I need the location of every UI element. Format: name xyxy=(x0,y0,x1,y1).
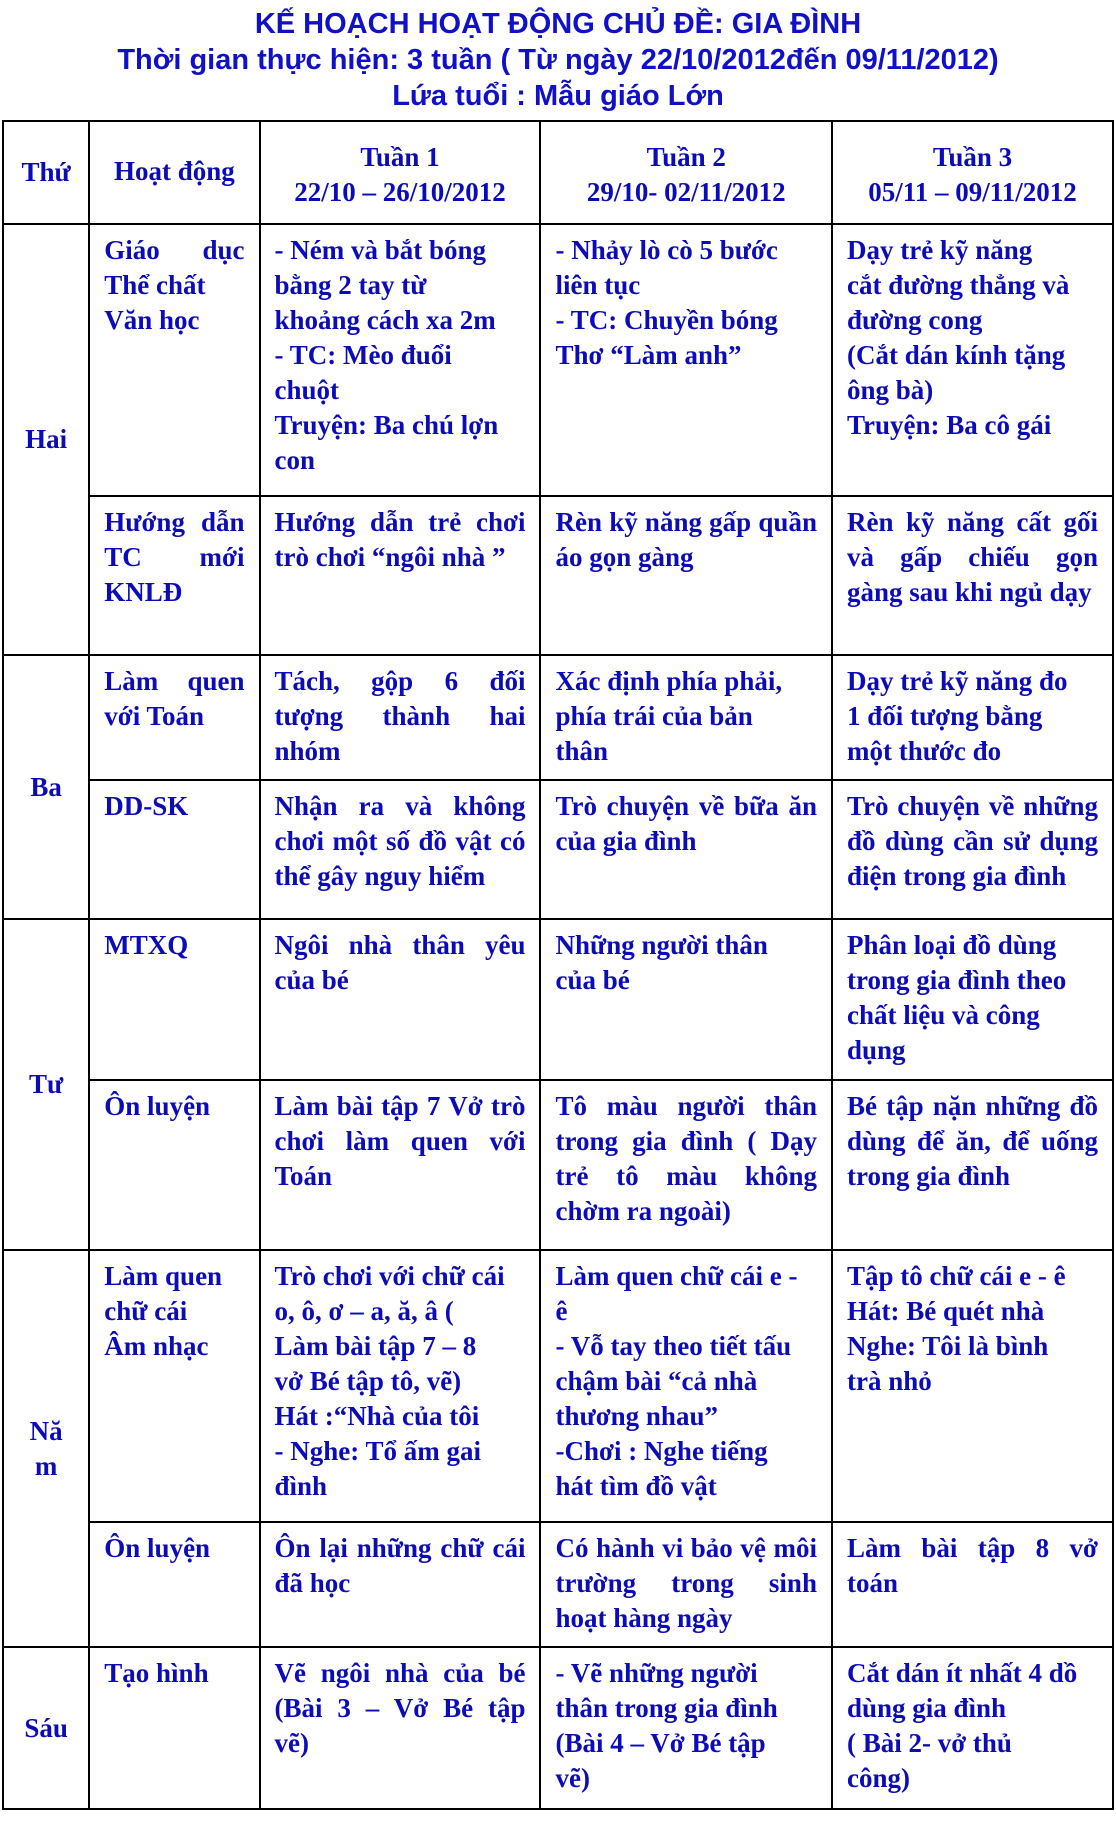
week3-cell: Bé tập nặn những đồ dùng để ăn, để uống trong gia đình xyxy=(832,1080,1113,1250)
activity-cell: Ôn luyện xyxy=(89,1080,259,1250)
table-row xyxy=(3,919,1113,1081)
week2-cell: Làm quen chữ cái e - ê - Vỗ tay theo tiết tấu chậm bài “cả nhà thương nhau” -Chơi : Nghe tiếng hát tìm đồ vật xyxy=(540,1250,831,1522)
week2-name: Tuần 2 xyxy=(646,142,726,172)
week3-cell: Cắt dán ít nhất 4 dồ dùng gia đình ( Bài 2- vở thủ công) xyxy=(832,1647,1113,1809)
title-line-3: Lứa tuổi : Mẫu giáo Lớn xyxy=(392,80,724,112)
week2-cell: Những người thân của bé xyxy=(540,919,831,1081)
activity-cell: Tạo hình xyxy=(89,1647,259,1809)
table-row xyxy=(3,496,1113,656)
week2-cell: - Nhảy lò cò 5 bước liên tục - TC: Chuyền bóng Thơ “Làm anh” xyxy=(540,224,831,496)
week1-dates: 22/10 – 26/10/2012 xyxy=(294,177,506,207)
week3-dates: 05/11 – 09/11/2012 xyxy=(868,177,1077,207)
week1-cell: Vẽ ngôi nhà của bé (Bài 3 – Vở Bé tập vẽ) xyxy=(260,1647,541,1809)
week3-cell: Phân loại đồ dùng trong gia đình theo chất liệu và công dụng xyxy=(832,919,1113,1081)
week1-cell: Làm bài tập 7 Vở trò chơi làm quen với Toán xyxy=(260,1080,541,1250)
activity-cell: Làm quen với Toán xyxy=(89,655,259,780)
week3-cell: Làm bài tập 8 vở toán xyxy=(832,1522,1113,1647)
week2-cell: Trò chuyện về bữa ăn của gia đình xyxy=(540,780,831,919)
table-row xyxy=(3,1522,1113,1647)
title-line-2: Thời gian thực hiện: 3 tuần ( Từ ngày 22/10/2012đến 09/11/2012) xyxy=(117,44,999,76)
activity-cell: Hướng dẫn TC mới KNLĐ xyxy=(89,496,259,656)
day-cell-wednesday: Tư xyxy=(3,919,89,1251)
table-row xyxy=(3,1080,1113,1250)
week3-cell: Rèn kỹ năng cất gối và gấp chiếu gọn gàng sau khi ngủ dạy xyxy=(832,496,1113,656)
week3-name: Tuần 3 xyxy=(932,142,1013,172)
activity-cell: DD-SK xyxy=(89,780,259,919)
activity-cell: MTXQ xyxy=(89,919,259,1081)
table-row xyxy=(3,655,1113,780)
day-cell-friday: Sáu xyxy=(3,1647,89,1809)
header-day: Thứ xyxy=(3,121,89,224)
week3-cell: Dạy trẻ kỹ năng đo 1 đối tượng bằng một thước đo xyxy=(832,655,1113,780)
week1-cell: Ôn lại những chữ cái đã học xyxy=(260,1522,541,1647)
day-cell-monday: Hai xyxy=(3,224,89,655)
week2-cell: Rèn kỹ năng gấp quần áo gọn gàng xyxy=(540,496,831,656)
table-row xyxy=(3,1647,1113,1809)
week1-cell: Nhận ra và không chơi một số đồ vật có thể gây nguy hiểm xyxy=(260,780,541,919)
header-week2 xyxy=(540,121,831,224)
week2-cell: Có hành vi bảo vệ môi trường trong sinh hoạt hàng ngày xyxy=(540,1522,831,1647)
header-activity: Hoạt động xyxy=(89,121,259,224)
week1-cell: Ngôi nhà thân yêu của bé xyxy=(260,919,541,1081)
document-title xyxy=(0,6,1116,114)
header-week3 xyxy=(832,121,1113,224)
week1-cell: Trò chơi với chữ cái o, ô, ơ – a, ă, â ( Làm bài tập 7 – 8 vở Bé tập tô, vẽ) Hát :“Nhà của tôi - Nghe: Tổ ấm gai đình xyxy=(260,1250,541,1522)
header-row xyxy=(3,121,1113,224)
table-row xyxy=(3,1250,1113,1522)
activity-cell: Giáo dục Thể chất Văn học xyxy=(89,224,259,496)
week1-cell: - Ném và bắt bóng bằng 2 tay từ khoảng cách xa 2m - TC: Mèo đuổi chuột Truyện: Ba chú lợn con xyxy=(260,224,541,496)
week1-cell: Hướng dẫn trẻ chơi trò chơi “ngôi nhà ” xyxy=(260,496,541,656)
week3-cell: Dạy trẻ kỹ năng cắt đường thẳng và đường cong (Cắt dán kính tặng ông bà) Truyện: Ba cô gái xyxy=(832,224,1113,496)
week2-cell: Tô màu người thân trong gia đình ( Dạy trẻ tô màu không chờm ra ngoài) xyxy=(540,1080,831,1250)
week2-cell: Xác định phía phải, phía trái của bản thân xyxy=(540,655,831,780)
day-cell-tuesday: Ba xyxy=(3,655,89,918)
week2-cell: - Vẽ những người thân trong gia đình (Bài 4 – Vở Bé tập vẽ) xyxy=(540,1647,831,1809)
table-row xyxy=(3,224,1113,496)
activity-plan-table xyxy=(2,120,1114,1810)
week1-cell: Tách, gộp 6 đối tượng thành hai nhóm xyxy=(260,655,541,780)
table-row xyxy=(3,780,1113,919)
activity-cell: Làm quen chữ cái Âm nhạc xyxy=(89,1250,259,1522)
week1-name: Tuần 1 xyxy=(360,142,440,172)
day-cell-thursday: Nă m xyxy=(3,1250,89,1647)
activity-cell: Ôn luyện xyxy=(89,1522,259,1647)
title-line-1: KẾ HOẠCH HOẠT ĐỘNG CHỦ ĐỀ: GIA ĐÌNH xyxy=(254,8,862,40)
week3-cell: Trò chuyện về những đồ dùng cần sử dụng điện trong gia đình xyxy=(832,780,1113,919)
week3-cell: Tập tô chữ cái e - ê Hát: Bé quét nhà Nghe: Tôi là bình trà nhỏ xyxy=(832,1250,1113,1522)
week2-dates: 29/10- 02/11/2012 xyxy=(586,177,786,207)
header-week1 xyxy=(260,121,541,224)
